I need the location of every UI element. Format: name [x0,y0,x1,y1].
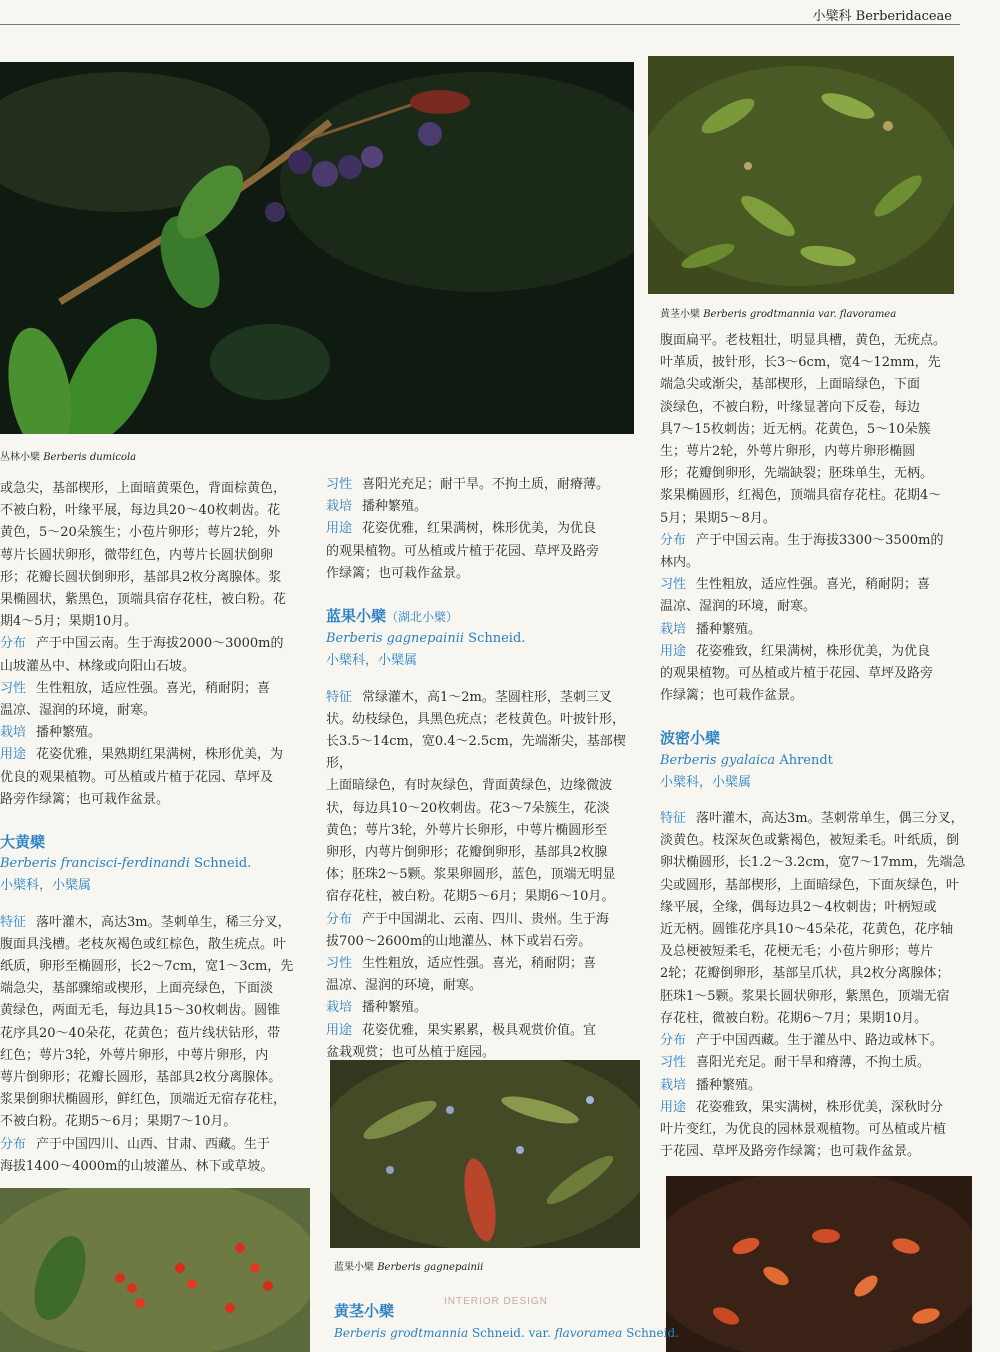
text-line: 优良的观果植物。可丛植或片植于花园、草坪及 [0,769,274,785]
text-line: 形；花瓣长圆状倒卵形，基部具2枚分离腺体。浆 [0,569,282,585]
text-line: 落叶灌木，高达3m。茎刺常单生，偶三分叉， [696,811,964,827]
caption-grodtmannia [660,305,896,320]
column-left [0,478,308,1178]
text-line: 花姿优雅，果熟期红果满树，株形优美，为 [36,747,284,763]
text-line: 萼片倒卵形；花瓣长圆形，基部具2枚分离腺体。 [0,1070,282,1086]
text-line: 浆果倒卵状椭圆形，鲜红色，顶端近无宿存花柱， [0,1092,287,1108]
text-line: 花姿优雅，果实累累，极具观赏价值。宜 [362,1022,597,1038]
text-line: 宿存花柱，被白粉。花期5～6月；果期6～10月。 [326,889,615,905]
text-line: 尖或圆形，基部楔形，上面暗绿色，下面灰绿色，叶 [660,877,960,893]
text-line: 纸质，卵形至椭圆形，长2～7cm，宽1～3cm，先 [0,959,294,975]
use-label: 用途 [660,643,687,659]
spacer [0,811,308,831]
text-line: 不被白粉，叶缘平展，每边具20～40枚刺齿。花 [0,503,281,519]
use-label: 用途 [0,747,27,763]
use-label: 用途 [326,521,353,537]
species-author: Schneid. [194,856,252,872]
text-line: 生性粗放，适应性强。喜光，稍耐阴；喜 [362,956,597,972]
text-line: 长3.5～14cm，宽0.4～2.5cm，先端渐尖，基部楔形， [326,734,626,772]
text-line: 花序具20～40朵花，花黄色；苞片线状钻形，带 [0,1025,281,1041]
text-line: 播种繁殖。 [696,1077,762,1093]
distribution-label: 分布 [326,911,353,927]
cultivation-label: 栽培 [660,621,687,637]
photo-francisci-svg [0,1188,310,1352]
feature-paragraph [660,808,974,830]
text-line: 林内。 [660,555,700,571]
column-middle [326,474,640,1064]
species-family: 小檗科，小檗属 [326,653,418,669]
caption-grodtmannia-cn: 黄茎小檗 [660,309,700,320]
cultivation-label: 栽培 [0,725,27,741]
spacer [660,707,974,727]
text-line: 近无柄。圆锥花序具10～45朵花，花黄色，花序轴 [660,922,954,938]
habit-label: 习性 [660,1055,687,1071]
spacer [0,898,308,912]
feature-paragraph [326,687,640,709]
text-line: 作绿篱；也可栽作盆景。 [660,688,804,704]
species-alias: （湖北小檗） [386,610,459,625]
text-line: 状，每边具10～20枚刺齿。花3～7朵簇生，花淡 [326,800,610,816]
species-latin-line [660,750,974,772]
text-line: 温凉、湿润的环境，耐寒。 [0,703,157,719]
habit-label: 习性 [326,477,353,492]
habit-label: 习性 [660,577,687,593]
text-line: 体；胚珠2～5颗。浆果卵圆形，蓝色，顶端无明显 [326,867,616,883]
caption-dumicola [0,448,136,463]
habit-label: 习性 [0,680,27,696]
species-latin: Berberis gagnepainii [326,631,465,647]
text-line: 叶片变红，为优良的园林景观植物。可丛植或片植 [660,1121,947,1137]
caption-gagnepainii [334,1258,483,1273]
text-line: 落叶灌木，高达3m。茎刺单生，稀三分叉， [36,914,291,930]
species-family: 小檗科，小檗属 [0,878,92,894]
text-line: 盆栽观赏；也可丛植于庭园。 [326,1044,496,1060]
species-author: Ahrendt [779,752,833,768]
text-line: 形；花瓣倒卵形，先端缺裂；胚珠单生，无柄。 [660,466,934,482]
text-line: 期4～5月；果期10月。 [0,614,138,630]
habit-paragraph [326,474,640,496]
spacer [660,794,974,808]
use-paragraph [660,641,974,663]
text-line: 及总梗被短柔毛，花梗无毛；小苞片卵形；萼片 [660,944,934,960]
text-line: 果椭圆状，紫黑色，顶端具宿存花柱，被白粉。花 [0,592,287,608]
spacer [326,673,640,687]
text-line: 状。幼枝绿色，具黑色疣点；老枝黄色。叶披针形， [326,711,626,727]
distribution-label: 分布 [660,1033,687,1049]
page-header-title: 小檗科 Berberidaceae [812,9,952,24]
distribution-label: 分布 [660,532,687,548]
text-line: 生；萼片2轮，外萼片卵形，内萼片卵形椭圆 [660,444,916,460]
cultivation-paragraph [0,722,308,744]
text-line: 生性粗放，适应性强。喜光，稍耐阴；喜 [36,680,271,696]
text-line: 温凉、湿润的环境，耐寒。 [326,978,483,994]
text-line: 叶革质，披针形，长3～6cm，宽4～12mm，先 [660,355,941,371]
species-variety-marker: Schneid. var. [471,1326,551,1341]
text-line: 播种繁殖。 [696,621,762,637]
caption-grodtmannia-latin: Berberis grodtmannia var. flavoramea [703,309,897,320]
text-line: 喜阳光充足。耐干旱和瘠薄，不拘土质。 [696,1055,931,1071]
species-title-text: 蓝果小檗 [326,607,387,626]
feature-label: 特征 [326,689,353,705]
text-line: 5月；果期5～8月。 [660,510,776,526]
species-latin-line [326,628,640,650]
text-line: 的观果植物。可丛植或片植于花园、草坪及路旁 [660,666,934,682]
distribution-paragraph [0,633,308,655]
text-line: 淡黄色。枝深灰色或紫褐色，被短柔毛。叶纸质，倒 [660,833,960,849]
text-line: 作绿篱；也可栽作盆景。 [326,565,470,581]
watermark: INTERIOR DESIGN [444,1296,548,1307]
habit-paragraph [0,678,308,700]
text-line: 浆果椭圆形，红褐色，顶端具宿存花柱。花期4～ [660,488,942,504]
species-latin: Berberis gyalaica [660,752,776,768]
text-line: 产于中国云南。生于海拔3300～3500m的 [696,532,944,548]
cultivation-paragraph [660,1075,974,1097]
feature-label: 特征 [0,914,27,930]
use-paragraph [326,1020,640,1042]
text-line: 常绿灌木，高1～2m。茎圆柱形，茎刺三叉 [362,689,612,705]
text-line: 淡绿色，不被白粉，叶缘显著向下反卷，每边 [660,399,921,415]
caption-dumicola-latin: Berberis dumicola [43,452,137,463]
text-line: 的观果植物。可丛植或片植于花园、草坪及路旁 [326,543,600,559]
feature-label: 特征 [660,811,687,827]
text-line: 海拔1400～4000m的山坡灌丛、林下或草坡。 [0,1158,274,1174]
use-paragraph [326,518,640,540]
distribution-paragraph [660,1030,974,1052]
distribution-paragraph [326,909,640,931]
text-line: 黄色，5～20朵簇生；小苞片卵形；萼片2轮，外 [0,525,281,541]
distribution-paragraph [660,530,974,552]
caption-gagnepainii-cn: 蓝果小檗 [334,1262,374,1273]
caption-dumicola-cn: 丛林小檗 [0,452,40,463]
photo-gyalaica-svg [666,1176,972,1352]
text-line: 喜阳光充足；耐干旱。不拘土质，耐瘠薄。 [362,477,610,492]
species-title: 大黄檗 [0,833,46,852]
column-right [660,330,974,1163]
caption-gagnepainii-latin: Berberis gagnepainii [377,1262,484,1273]
species-heading-bottom [334,1300,679,1344]
text-line: 端急尖，基部骤缩或楔形，上面亮绿色，下面淡 [0,981,274,997]
cultivation-paragraph [326,997,640,1019]
text-line: 播种繁殖。 [362,1000,428,1016]
text-line: 腹面扁平。老枝粗壮，明显具槽，黄色，无疣点。 [660,333,947,348]
species-latin: Berberis grodtmannia [334,1326,469,1341]
photo-grodtmannia-svg [648,56,954,294]
text-line: 存花柱，微被白粉。花期6～7月；果期10月。 [660,1010,928,1026]
feature-paragraph [0,912,308,934]
spacer [326,585,640,605]
photo-berberis-dumicola [0,62,634,434]
text-line: 拔700～2600m的山地灌丛、林下或岩石旁。 [326,933,592,949]
distribution-paragraph [0,1134,308,1156]
species-latin-line [0,853,308,875]
text-line: 产于中国湖北、云南、四川、贵州。生于海 [362,911,610,927]
species-variety-latin: flavoramea [554,1326,623,1341]
text-line: 胚珠1～5颗。浆果长圆状卵形，紫黑色，顶端无宿 [660,988,950,1004]
text-line: 路旁作绿篱；也可栽作盆景。 [0,791,170,807]
text-line: 花姿优雅，红果满树，株形优美，为优良 [362,521,597,537]
habit-paragraph [660,574,974,596]
text-line: 或急尖，基部楔形，上面暗黄栗色，背面棕黄色， [0,481,287,496]
header-rule [0,24,960,25]
text-line: 播种繁殖。 [362,499,428,515]
text-line: 腹面具浅槽。老枝灰褐色或红棕色，散生疣点。叶 [0,936,287,952]
text-line: 具7～15枚刺齿；近无柄。花黄色，5～10朵簇 [660,421,931,437]
text-line: 温凉、湿润的环境，耐寒。 [660,599,817,615]
text-line: 卵状椭圆形，长1.2～3.2cm，宽7～17mm，先端急 [660,855,966,871]
photo-berberis-gagnepainii [330,1060,640,1248]
cultivation-paragraph [660,619,974,641]
text-line: 卵形，内萼片倒卵形；花瓣倒卵形，基部具2枚腺 [326,845,608,861]
text-line: 花姿雅致，果实满树，株形优美，深秋时分 [696,1099,944,1115]
distribution-label: 分布 [0,636,27,652]
distribution-label: 分布 [0,1136,27,1152]
species-title: 黄茎小檗 [334,1302,395,1320]
photo-dumicola-svg [0,62,634,434]
text-line: 产于中国云南。生于海拔2000～3000m的 [36,636,284,652]
photo-berberis-francisci [0,1188,310,1352]
species-author: Schneid. [468,631,526,647]
cultivation-paragraph [326,496,640,518]
text-line: 缘平展，全缘，偶每边具2～4枚刺齿；叶柄短或 [660,899,937,915]
use-label: 用途 [660,1099,687,1115]
cultivation-label: 栽培 [660,1077,687,1093]
text-line: 于花园、草坪及路旁作绿篱；也可栽作盆景。 [660,1144,921,1160]
text-line: 上面暗绿色，有时灰绿色，背面黄绿色，边缘微波 [326,778,613,794]
text-line: 播种繁殖。 [36,725,102,741]
text-line: 萼片长圆状卵形，微带红色，内萼片长圆状倒卵 [0,547,274,563]
species-title [326,605,640,628]
text-line: 花姿雅致，红果满树，株形优美，为优良 [696,643,931,659]
text-line: 黄色；萼片3轮，外萼片长卵形，中萼片椭圆形至 [326,822,608,838]
cultivation-label: 栽培 [326,499,353,515]
text-line: 红色；萼片3轮，外萼片卵形，中萼片卵形，内 [0,1047,269,1063]
use-paragraph [660,1097,974,1119]
text-line: 黄绿色，两面无毛，每边具15～30枚刺齿。圆锥 [0,1003,281,1019]
text-line: 生性粗放，适应性强。喜光，稍耐阴；喜 [696,577,931,593]
cultivation-label: 栽培 [326,1000,353,1016]
text-line: 端急尖或渐尖，基部楔形，上面暗绿色，下面 [660,377,921,393]
habit-label: 习性 [326,956,353,972]
text-line: 不被白粉。花期5～6月；果期7～10月。 [0,1114,237,1130]
habit-paragraph [660,1052,974,1074]
species-family: 小檗科，小檗属 [660,774,752,790]
habit-paragraph [326,953,640,975]
text-line: 2轮；花瓣倒卵形，基部呈爪状，具2枚分离腺体； [660,966,950,982]
photo-berberis-gyalaica [666,1176,972,1352]
species-title: 波密小檗 [660,729,721,748]
photo-berberis-grodtmannia [648,56,954,294]
photo-gagnepainii-svg [330,1060,640,1248]
use-label: 用途 [326,1022,353,1038]
species-latin-line [334,1322,679,1344]
species-author: Schneid. [626,1326,679,1341]
text-line: 产于中国西藏。生于灌丛中、路边或林下。 [696,1033,944,1049]
species-latin: Berberis francisci-ferdinandi [0,856,190,872]
text-line: 产于中国四川、山西、甘肃、西藏。生于 [36,1136,271,1152]
text-line: 山坡灌丛中、林缘或向阳山石坡。 [0,658,196,674]
use-paragraph [0,744,308,766]
